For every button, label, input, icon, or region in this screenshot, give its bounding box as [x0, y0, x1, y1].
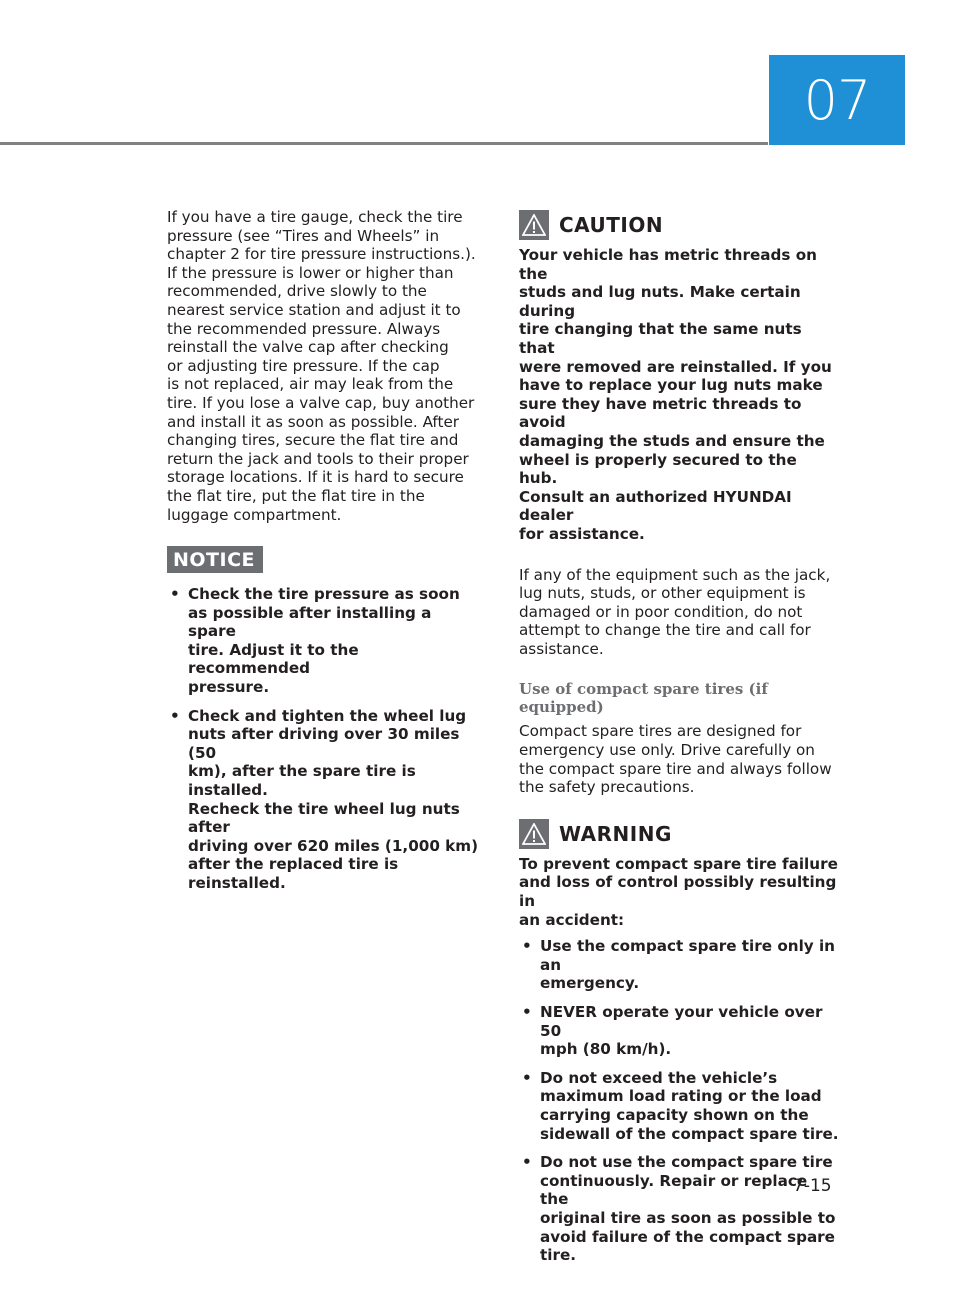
- text-line: Compact spare tires are designed for: [519, 722, 802, 741]
- text-line: is not replaced, air may leak from the: [167, 375, 454, 394]
- list-item-line: Do not exceed the vehicle’s: [540, 1068, 778, 1087]
- text-line: nearest service station and adjust it to: [167, 300, 461, 319]
- list-item-line: Check and tighten the wheel lug: [188, 706, 467, 725]
- warning-triangle-icon: [519, 819, 549, 849]
- chapter-tab: 07: [769, 55, 905, 145]
- text-line: Consult an authorized HYUNDAI dealer: [519, 487, 792, 525]
- list-item: [519, 1003, 839, 1059]
- text-line: If any of the equipment such as the jack,: [519, 565, 831, 584]
- text-line: To prevent compact spare tire failure: [519, 854, 838, 873]
- text-line: pressure (see “Tires and Wheels” in: [167, 226, 440, 245]
- text-line: storage locations. If it is hard to secure: [167, 468, 464, 487]
- list-item-line: carrying capacity shown on the: [540, 1105, 809, 1124]
- text-line: studs and lug nuts. Make certain during: [519, 283, 801, 320]
- list-item: [519, 1069, 839, 1143]
- header-rule: [0, 142, 768, 145]
- list-item-line: mph (80 km/h).: [540, 1040, 672, 1059]
- text-line: chapter 2 for tire pressure instructions.).: [167, 245, 476, 264]
- list-item-line: original tire as soon as possible to: [540, 1208, 836, 1227]
- left-column: [167, 208, 482, 903]
- text-line: and loss of control possibly resulting in: [519, 873, 837, 911]
- compact-spare-subheading: Use of compact spare tires (if equipped): [519, 680, 768, 717]
- list-item-line: Use the compact spare tire only in an: [540, 937, 835, 974]
- caution-title: CAUTION: [559, 213, 664, 237]
- page-number: 7-15: [793, 1176, 832, 1196]
- text-line: the compact spare tire and always follow: [519, 759, 832, 778]
- list-item: [167, 585, 482, 697]
- list-item-line: km), after the spare tire is installed.: [188, 762, 416, 800]
- list-item-line: Recheck the tire wheel lug nuts after: [188, 799, 460, 837]
- list-item-line: continuously. Repair or replace the: [540, 1171, 808, 1209]
- text-line: If the pressure is lower or higher than: [167, 263, 454, 282]
- text-line: and install it as soon as possible. After: [167, 412, 460, 431]
- text-line: reinstall the valve cap after checking: [167, 338, 449, 357]
- list-item-line: avoid failure of the compact spare: [540, 1227, 835, 1246]
- text-line: have to replace your lug nuts make: [519, 376, 823, 395]
- text-line: luggage compartment.: [167, 505, 342, 524]
- list-item: [519, 1153, 839, 1265]
- intro-paragraph: [167, 208, 482, 524]
- text-line: the safety precautions.: [519, 778, 695, 797]
- list-item: [167, 707, 482, 893]
- equipment-paragraph: [519, 566, 839, 659]
- warning-title: WARNING: [559, 821, 672, 846]
- warning-intro: [519, 855, 839, 929]
- text-line: the flat tire, put the flat tire in the: [167, 486, 425, 505]
- notice-label: NOTICE: [167, 546, 263, 573]
- list-item-line: after the replaced tire is reinstalled.: [188, 855, 399, 892]
- text-line: were removed are reinstalled. If you: [519, 357, 832, 376]
- warning-list: [519, 937, 839, 1265]
- list-item-line: sidewall of the compact spare tire.: [540, 1124, 839, 1143]
- text-line: tire. If you lose a valve cap, buy another: [167, 393, 475, 412]
- list-item-line: as possible after installing a spare: [188, 603, 432, 641]
- text-line: sure they have metric threads to avoid: [519, 394, 802, 432]
- text-line: recommended, drive slowly to the: [167, 282, 427, 301]
- list-item-line: maximum load rating or the load: [540, 1087, 822, 1106]
- text-line: wheel is properly secured to the hub.: [519, 450, 797, 488]
- text-line: If you have a tire gauge, check the tire: [167, 208, 463, 226]
- list-item: [519, 937, 839, 993]
- list-item-line: tire. Adjust it to the recommended: [188, 640, 359, 678]
- caution-header: [519, 210, 839, 240]
- list-item-line: nuts after driving over 30 miles (50: [188, 725, 460, 762]
- text-line: for assistance.: [519, 524, 645, 543]
- caution-warning-icon: [519, 210, 549, 240]
- text-line: tire changing that the same nuts that: [519, 320, 802, 357]
- list-item-line: tire.: [540, 1246, 577, 1265]
- list-item-line: pressure.: [188, 678, 270, 697]
- text-line: damaged or in poor condition, do not: [519, 602, 803, 621]
- text-line: assistance.: [519, 639, 604, 658]
- list-item-line: emergency.: [540, 974, 640, 993]
- text-line: lug nuts, studs, or other equipment is: [519, 584, 806, 603]
- text-line: attempt to change the tire and call for: [519, 621, 811, 640]
- list-item-line: Check the tire pressure as soon: [188, 585, 460, 604]
- text-line: the recommended pressure. Always: [167, 319, 441, 338]
- list-item-line: NEVER operate your vehicle over 50: [540, 1003, 823, 1040]
- text-line: emergency use only. Drive carefully on: [519, 741, 815, 760]
- compact-spare-paragraph: [519, 722, 839, 796]
- text-line: or adjusting tire pressure. If the cap: [167, 356, 440, 375]
- right-column: [519, 210, 839, 1275]
- text-line: an accident:: [519, 910, 625, 929]
- caution-text: [519, 246, 839, 544]
- warning-header: [519, 819, 839, 849]
- text-line: damaging the studs and ensure the: [519, 431, 825, 450]
- text-line: return the jack and tools to their proper: [167, 449, 469, 468]
- list-item-line: Do not use the compact spare tire: [540, 1153, 833, 1172]
- notice-list: [167, 585, 482, 893]
- text-line: changing tires, secure the flat tire and: [167, 431, 459, 450]
- text-line: Your vehicle has metric threads on the: [519, 246, 817, 283]
- list-item-line: driving over 620 miles (1,000 km): [188, 836, 479, 855]
